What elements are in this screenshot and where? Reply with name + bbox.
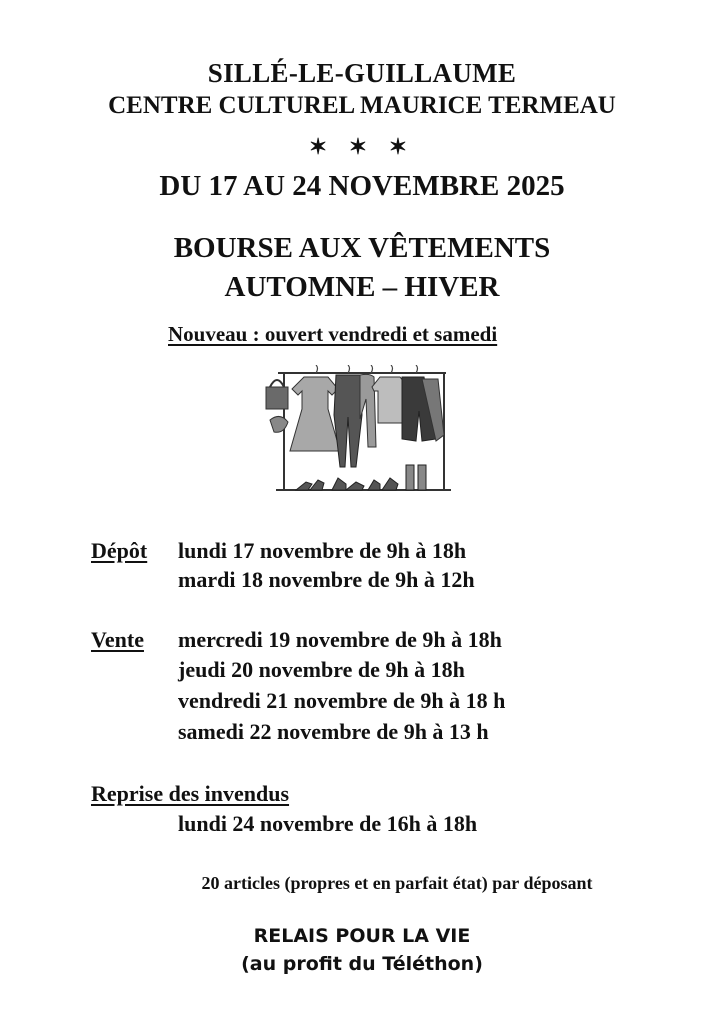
vente-label: Vente bbox=[91, 627, 144, 652]
vente-line-4: samedi 22 novembre de 9h à 13 h bbox=[178, 719, 489, 744]
articles-note: 20 articles (propres et en parfait état) par déposant bbox=[201, 873, 593, 893]
venue-title: CENTRE CULTUREL MAURICE TERMEAU bbox=[108, 92, 616, 119]
reprise-label: Reprise des invendus bbox=[91, 781, 290, 806]
beneficiary: (au profit du Téléthon) bbox=[241, 953, 483, 975]
event-dates: DU 17 AU 24 NOVEMBRE 2025 bbox=[159, 170, 565, 202]
event-title-line2: AUTOMNE – HIVER bbox=[224, 271, 500, 303]
depot-line-1: lundi 17 novembre de 9h à 18h bbox=[178, 538, 467, 563]
vente-line-1: mercredi 19 novembre de 9h à 18h bbox=[178, 627, 502, 652]
vente-line-2: jeudi 20 novembre de 9h à 18h bbox=[178, 657, 465, 682]
depot-label: Dépôt bbox=[91, 538, 148, 563]
event-title-line1: BOURSE AUX VÊTEMENTS bbox=[173, 232, 551, 264]
depot-line-2: mardi 18 novembre de 9h à 12h bbox=[178, 567, 475, 592]
organizer: RELAIS POUR LA VIE bbox=[253, 925, 471, 947]
star-divider: ✶ ✶ ✶ bbox=[308, 134, 416, 159]
vente-line-3: vendredi 21 novembre de 9h à 18 h bbox=[178, 688, 506, 713]
reprise-line-1: lundi 24 novembre de 16h à 18h bbox=[178, 811, 478, 836]
city-title: SILLÉ-LE-GUILLAUME bbox=[207, 58, 517, 88]
opening-notice: Nouveau : ouvert vendredi et samedi bbox=[168, 322, 498, 346]
clothes-rack-icon bbox=[256, 365, 456, 507]
